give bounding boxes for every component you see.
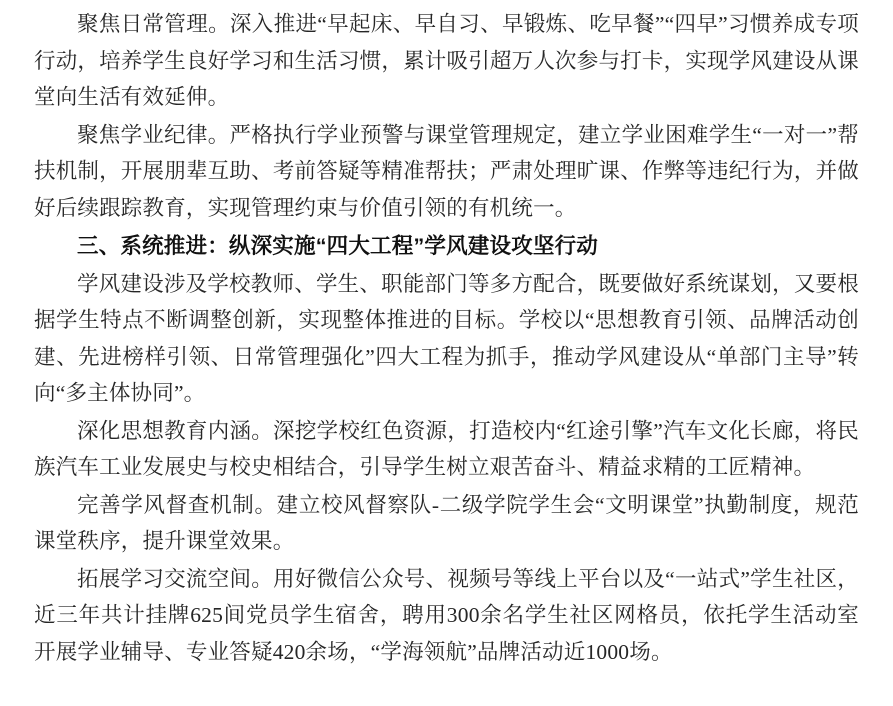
paragraph-learning-space: 拓展学习交流空间。用好微信公众号、视频号等线上平台以及“一站式”学生社区，近三年共计挂牌625间党员学生宿舍，聘用300余名学生社区网格员，依托学生活动室开展学业辅导、专业答疑420余场，“学海领航”品牌活动近1000场。	[34, 566, 859, 664]
paragraph-daily-management: 聚焦日常管理。深入推进“早起床、早自习、早锻炼、吃早餐”“四早”习惯养成专项行动，培养学生良好学习和生活习惯，累计吸引超万人次参与打卡，实现学风建设从课堂向生活有效延伸。	[34, 12, 859, 109]
paragraph-system-overview: 学风建设涉及学校教师、学生、职能部门等多方配合，既要做好系统谋划，又要根据学生特点不断调整创新，实现整体推进的目标。学校以“思想教育引领、品牌活动创建、先进榜样引领、日常管理强化”四大工程为抓手，推动学风建设从“单部门主导”转向“多主体协同”。	[34, 271, 859, 405]
section-heading-three: 三、系统推进：纵深实施“四大工程”学风建设攻坚行动	[77, 234, 599, 258]
paragraph-ideological-education: 深化思想教育内涵。深挖学校红色资源，打造校内“红途引擎”汽车文化长廊，将民族汽车工业发展史与校史相结合，引导学生树立艰苦奋斗、精益求精的工匠精神。	[34, 418, 859, 479]
paragraph-supervision-mechanism: 完善学风督查机制。建立校风督察队-二级学院学生会“文明课堂”执勤制度，规范课堂秩序，提升课堂效果。	[34, 492, 859, 553]
paragraph-academic-discipline: 聚焦学业纪律。严格执行学业预警与课堂管理规定，建立学业困难学生“一对一”帮扶机制，开展朋辈互助、考前答疑等精准帮扶；严肃处理旷课、作弊等违纪行为，并做好后续跟踪教育，实现管理约束与价值引领的有机统一。	[34, 122, 859, 220]
